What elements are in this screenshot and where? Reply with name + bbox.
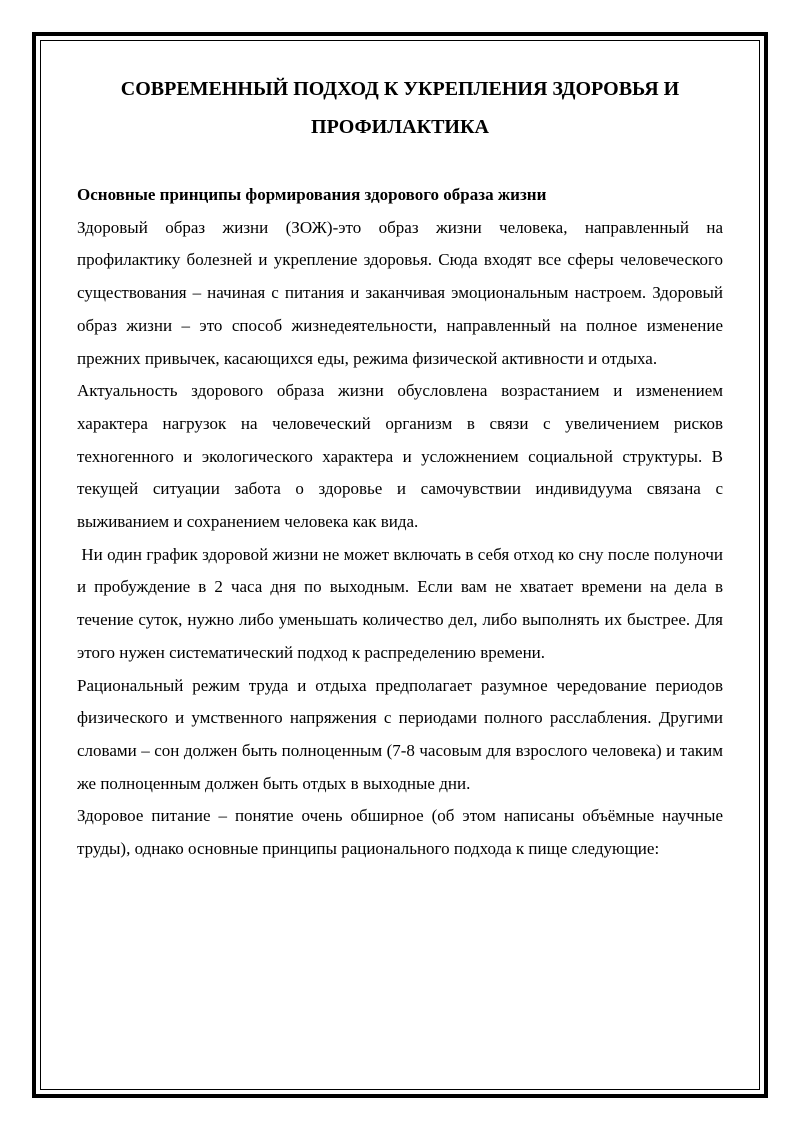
section-heading: Основные принципы формирования здорового образа жизни [77,185,547,204]
document-body [77,70,728,866]
paragraph-nutrition: Здоровое питание – понятие очень обширное (об этом написаны объёмные научные труды), однако основные принципы рационального подхода к пище следующие: [77,806,723,859]
document-title: СОВРЕМЕННЫЙ ПОДХОД К УКРЕПЛЕНИЯ ЗДОРОВЬЯ И ПРОФИЛАКТИКА [120,78,680,138]
paragraph-zozh-definition: Здоровый образ жизни (ЗОЖ)-это образ жизни человека, направленный на профилактику болезней и укрепление здоровья. Сюда входят все сферы человеческого существования – начиная с питания и заканчивая эмоциональным настроем. Здоровый образ жизни – это способ жизнедеятельности, направленный на полное изменение прежних привычек, касающихся еды, режима физической активности и отдыха. [77,217,723,368]
paragraph-relevance: Актуальность здорового образа жизни обусловлена возрастанием и изменением характера нагрузок на человеческий организм в связи с увеличением рисков техногенного и экологического характера и усложнением социальной структуры. В текущей ситуации забота о здоровье и самочувствии индивидуума связана с выживанием и сохранением человека как вида. [77,381,723,532]
paragraph-sleep-schedule: Ни один график здоровой жизни не может включать в себя отход ко сну после полуночи и пробуждение в 2 часа дня по выходным. Если вам не хватает времени на дела в течение суток, нужно либо уменьшать количество дел, либо выполнять их быстрее. Для этого нужен систематический подход к распределению времени. [77,544,728,662]
paragraph-work-rest: Рациональный режим труда и отдыха предполагает разумное чередование периодов физического и умственного напряжения с периодами полного расслабления. Другими словами – сон должен быть полноценным (7-8 часовым для взрослого человека) и таким же полноценным должен быть отдых в выходные дни. [77,675,723,793]
